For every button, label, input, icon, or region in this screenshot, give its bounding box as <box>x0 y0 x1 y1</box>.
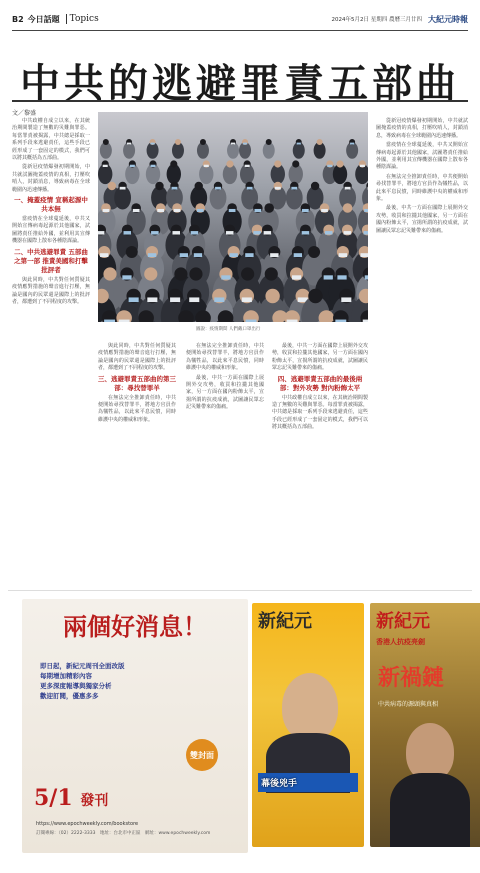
article-column-5 <box>376 118 468 585</box>
paragraph: 在無法完全推卸責任時，中共便開始尋找替罪羊，將地方官員作為犧牲品，以此來平息民憤，同時維護中央的權威和形象。 <box>98 394 176 423</box>
ad-body <box>40 661 172 701</box>
ad-issue-date <box>34 785 108 811</box>
ad-date-text: 發刊 <box>80 793 109 809</box>
subhead: 二、中共逃避罪責 五部曲之第一部 推責美國和打擊批評者 <box>14 247 88 274</box>
ad-title: 兩個好消息！ <box>63 612 207 641</box>
newspaper-logo: 大紀元時報 <box>428 13 468 24</box>
paragraph: 從新冠疫情爆發初期開始，中共就試圖掩蓋疫情的真相，打壓吹哨人，封鎖消息，導致病毒在全球範圍內迅速傳播。 <box>376 118 468 139</box>
magazine-cover-1[interactable] <box>252 603 364 847</box>
cover-portrait-shadow <box>390 773 470 847</box>
ad-url-link[interactable]: https://www.epochweekly.com/bookstore <box>36 821 139 827</box>
article-column-4 <box>272 343 368 585</box>
paragraph: 當疫情在全球蔓延後，中共又開始宣傳病毒起源於其他國家，試圖將責任推給外國，並利用其宣傳機器在國際上散布各種陰謀論。 <box>376 142 468 171</box>
ad-date-number: 5/1 <box>34 785 73 811</box>
magazine-masthead: 新紀元 <box>376 611 430 632</box>
magazine-cover-tag: 新禍鏈 <box>378 665 445 691</box>
article-column-3 <box>186 343 264 585</box>
magazine-subtitle: 香港人抗疫亮劍 <box>376 638 425 646</box>
paragraph: 從新冠疫情爆發初期開始，中共就試圖掩蓋疫情的真相，打壓吹哨人，封鎖消息，導致病毒在全球範圍內迅速傳播。 <box>12 164 90 193</box>
paragraph: 在無法完全推卸責任時，中共便開始尋找替罪羊，將地方官員作為犧牲品，以此來平息民憤，同時維護中央的權威和形象。 <box>376 173 468 203</box>
cover-portrait <box>282 673 338 741</box>
double-cover-badge: 雙封面 <box>186 739 218 771</box>
article-column-1 <box>12 118 90 585</box>
paragraph: 在無法完全推卸責任時，中共便開始尋找替罪羊，將地方官員作為犧牲品，以此來平息民憤，同時維護中央的權威和形象。 <box>186 343 264 372</box>
ad-line: 更多深度報導與獨家分析 <box>40 682 112 690</box>
ad-contact-info: 訂閱專線：（02）2222-3333 地址：台北市中正區 網址：www.epochweekly.com <box>36 831 211 836</box>
photo-caption: 圖說：疫情期間 人們戴口罩出行 <box>196 327 261 332</box>
ad-line: 每期增加精彩內容 <box>40 672 92 680</box>
header-divider <box>66 14 67 24</box>
paragraph: 中共政權自成立以來，在其統治期間製造了無數的災難與罪惡。每當罪責被揭露，中共總是採取一系列手段來逃避責任，這些手段已經形成了一套固定的模式，我們可以將其概括為五部曲。 <box>12 118 90 162</box>
ad-line: 即日起，新紀元周刊全面改版 <box>40 662 125 670</box>
magazine-masthead: 新紀元 <box>258 611 312 632</box>
section-name: 今日話題 <box>27 14 60 24</box>
crowd-photo-illustration <box>98 112 368 322</box>
article-photo <box>98 112 368 322</box>
paragraph: 與此同時，中共對任何質疑其疫情應對措施的聲音進行打壓，無論是國內的民眾還是國際上的批評者，都遭到了不同程度的攻擊。 <box>12 276 90 305</box>
article-headline: 中共的逃避罪責五部曲 <box>20 60 460 107</box>
subhead: 四、逃避罪責五部曲的最後兩部：對外攻勢 對內粉飾太平 <box>277 374 363 392</box>
byline: 文／黎盛 <box>12 110 37 117</box>
paragraph: 當疫情在全球蔓延後，中共又開始宣傳病毒起源於其他國家，試圖將責任推給外國，並利用其宣傳機器在國際上散布各種陰謀論。 <box>12 216 90 245</box>
article-column-2 <box>98 343 176 585</box>
paragraph: 與此同時，中共對任何質疑其疫情應對措施的聲音進行打壓，無論是國內的民眾還是國際上的批評者，都遭到了不同程度的攻擊。 <box>98 343 176 372</box>
magazine-cover-2[interactable] <box>370 603 480 847</box>
paragraph: 最後，中共一方面在國際上展開外交攻勢，收買和拉攏其他國家，另一方面在國內粉飾太平，宣揚所謂的抗疫成就，試圖讓民眾忘記災難帶來的傷痛。 <box>272 343 368 372</box>
issue-date: 2024年5月2日 星期四 農曆三月廿四 <box>331 17 422 23</box>
page-number: B2 <box>12 14 24 24</box>
subhead: 三、逃避罪責五部曲的第三部：尋找替罪羊 <box>98 374 176 392</box>
magazine-headline: 幕後兇手 <box>258 773 358 792</box>
ad-line: 歡迎訂閱，優惠多多 <box>40 692 99 700</box>
magazine-cover-tag-sub: 中共病毒的源頭與真相 <box>378 701 439 708</box>
ad-promo-panel <box>22 599 248 853</box>
topic-label: Topics <box>69 14 99 24</box>
headline-rule <box>12 100 468 102</box>
paragraph: 中共政權自成立以來，在其統治期間製造了無數的災難與罪惡。每當罪責被揭露，中共總是採取一系列手段來逃避責任，這些手段已經形成了一套固定的模式，我們可以將其概括為五部曲。 <box>272 394 368 431</box>
subhead: 一、掩蓋疫情 宣稱起源中共本無 <box>14 196 88 214</box>
paragraph: 最後，中共一方面在國際上展開外交攻勢，收買和拉攏其他國家，另一方面在國內粉飾太平，宣揚所謂的抗疫成就，試圖讓民眾忘記災難帶來的傷痛。 <box>186 374 264 411</box>
page-header <box>12 8 468 31</box>
paragraph: 最後，中共一方面在國際上展開外交攻勢，收買和拉攏其他國家，另一方面在國內粉飾太平，宣揚所謂的抗疫成就，試圖讓民眾忘記災難帶來的傷痛。 <box>376 205 468 234</box>
magazine-advertisement[interactable] <box>8 590 472 859</box>
